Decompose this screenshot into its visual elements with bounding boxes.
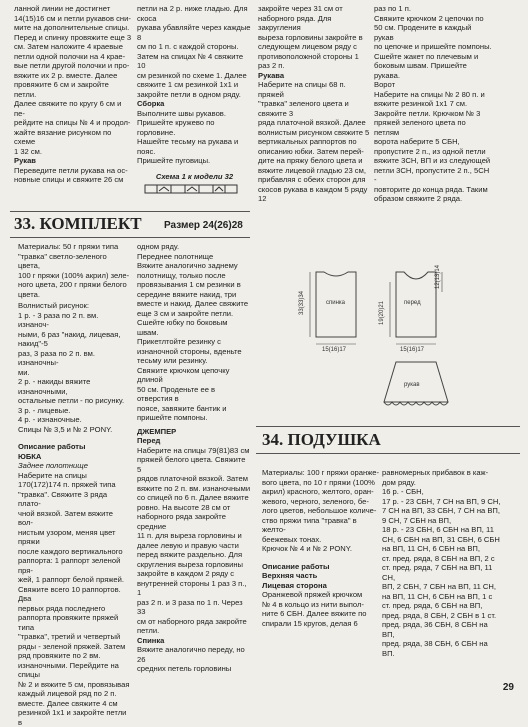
- description-title: Описание работы: [18, 442, 130, 452]
- face-text: Оранжевой пряжей крючком № 4 в кольцо из нити выпол- ните 6 СБН. Далее вяжите по спирали 15 кругов, делая 6: [262, 590, 380, 628]
- text-block: Наберите на спицы 68 п. пряжей "травка" зеленого цвета и свяжите 3 ряда платочной вязкой. Далее волнистым рисунком свяжите 5 вертикальных раппортов по описанию юбки. Затем перей- дите на пряжу белого цвета и вяжите лицевой гладью 23 см, прибавляя с обеих сторон для скосов рукава в каждом 5 ряду 12: [258, 80, 370, 204]
- podushka-title: 34. ПОДУШКА: [262, 430, 381, 450]
- komplekt-title: 33. КОМПЛЕКТ: [14, 214, 142, 234]
- description-title: Описание работы: [262, 562, 380, 572]
- divider: [10, 211, 250, 212]
- page-number: 29: [503, 682, 514, 693]
- divider: [10, 237, 250, 238]
- face-side-heading: Лицевая сторона: [262, 581, 380, 591]
- skirt-text: Наберите на спицы 170(172)174 п. пряжей типа "травка". Свяжите 3 ряда плато- чной вязкой. Затем вяжите вол- нистым узором, меняя цвет пряжи после каждого вертикального раппорта: 1 раппорт зеленой пря- жей, 1 раппорт белой пряжей. Свяжите всего 10 раппортов. Два первых ряда последнего раппорта провяжите пряжей типа "травка", третий и четвертый ряды - зеленой пряжей. Затем ряд провяжите по 2 вм. изнаночными. Перейдите на спицы № 2 и вяжите 5 см, провязывая каждый лицевой ряд по 2 п. вместе. Далее свяжите 4 см резинкой 1х1 и закройте петли в: [18, 471, 130, 727]
- dimension-width-back: 15(16)17: [322, 347, 346, 353]
- text-block: закройте через 31 см от наборного ряда. Для закругления выреза горловины закройте в следующем лицевом ряду с противоположной стороны 1 раз 2 п.: [258, 4, 370, 71]
- dimension-armhole: 12(13)14: [435, 265, 441, 289]
- knitting-schema: [137, 183, 247, 195]
- back-panel-heading: Заднее полотнище: [18, 461, 130, 471]
- skirt-heading: ЮБКА: [18, 452, 130, 462]
- front-text: Наберите на спицы 79(81)83 см пряжей белого цвета. Свяжите 5 рядов платочной вязкой. Затем вяжите по 2 п. вм. изнаночными со спицей по 6 п. Далее вяжите ровно. На высоте 28 см от наборного ряда закройте средние 11 п. для выреза горловины и далее левую и правую части перед вяжите раздельно. Для скругления выреза горловины закройте в каждом 2 ряду с внутренней стороны 1 раз 3 п., 1 раз 2 п. и 3 раза по 1 п. Через 33 см от наборного ряда закройте петли.: [137, 446, 251, 636]
- divider: [256, 426, 520, 427]
- schematic-label-spinka: спинка: [326, 300, 345, 306]
- top-col-3: [258, 4, 370, 204]
- rows-text: равномерных прибавок в каж- дом ряду. 16 р. - СБН, 17 р. - 23 СБН, 7 СН на ВП, 9 СН, 7 СН на ВП, 33 СБН, 7 СН на ВП, 9 СН, 7 СБН на ВП, 18 р. - 23 СБН, 6 СБН на ВП, 11 СН, 6 СБН на ВП, 31 СБН, 6 СБН на ВП, 11 СН, 6 СБН на ВП, ст. пред. ряда, 8 СБН на ВП, 2 с ст. пред. ряда, 7 СБН на ВП, 11 СН, ВП, 2 СБН, 7 СБН на ВП, 11 СН, на ВП, 11 СН, 6 СБН на ВП, 1 с ст. пред. ряда, 6 СБН на ВП, пред. ряда, 8 СБН, 2 СБН в 1 ст. пред. ряда, 36 СБН, 8 СБН на ВП, пред. ряда, 38 СБН, 6 СБН на ВП.: [382, 468, 502, 658]
- text-block: Выполните швы рукавов. Пришейте кружево по горловине. Нашейте тесьму на рукава и пояс. Пришейте пуговицы.: [137, 109, 252, 166]
- subheading: Рукав: [14, 156, 132, 166]
- podushka-col-2: [382, 468, 502, 658]
- wave-pattern-text: Волнистый рисунок: 1 р. - 3 раза по 2 п. вм. изнаноч- ными, 6 раз "накид, лицевая, накид"-5 раз, 3 раза по 2 п. вм. изнаночны- ми. 2 р. - накиды вяжите изнаночными, остальные петли - по рисунку. 3 р. - лицевые. 4 р. - изнаночные. Спицы № 3,5 и № 2 PONY.: [18, 301, 130, 434]
- divider: [256, 453, 520, 454]
- subheading: Сборка: [137, 99, 252, 109]
- pattern-schematic: [256, 262, 518, 412]
- dimension-height-back: 33(33)34: [299, 291, 305, 315]
- dimension-width-front: 15(16)17: [400, 347, 424, 353]
- schematic-label-pered: перед: [404, 300, 421, 306]
- text-block: петли на 2 р. ниже гладью. Для скоса рукава убавляйте через каждые 8 см по 1 п. с каждой стороны. Затем на спицах № 4 свяжите 10 см резинкой по схеме 1. Далее свяжите 1 см резинкой 1х1 и закройте петли в одном ряду.: [137, 4, 252, 99]
- komplekt-col-1: [18, 242, 130, 727]
- back-text: Вяжите аналогично переду, но 26 средних петель горловины: [137, 645, 251, 674]
- komplekt-size: Размер 24(26)28: [164, 220, 243, 231]
- subheading: Рукава: [258, 71, 370, 81]
- jumper-heading: ДЖЕМПЕР: [137, 427, 251, 437]
- komplekt-col-2: [137, 242, 251, 674]
- schematic-label-rukav: рукав: [404, 382, 420, 388]
- dimension-height-front: 19(20)21: [379, 301, 385, 325]
- front-panel-text: одном ряду. Переднее полотнище Вяжите аналогично заднему полотнищу, только после провязывания 1 см резинки в середине вяжите накид, три вместе и накид. Далее свяжите еще 3 см и закройте петли. Сшейте юбку по боковым швам. Прикетлтойте резинку с изнаночной стороны, вденьте тесьму или резинку. Свяжите крючком цепочку длиной 50 см. Проденьте ее в отверстия в поясе, завяжите бантик и пришейте помпоны.: [137, 242, 251, 423]
- text-block: Переведите петли рукава на ос- новные спицы и свяжите 26 см: [14, 166, 132, 185]
- back-heading: Спинка: [137, 636, 251, 646]
- materials-text: Материалы: 50 г пряжи типа "травка" светло-зеленого цвета, 100 г пряжи (100% акрил) зеле- ного цвета, 200 г пряжи белого цвета.: [18, 242, 130, 299]
- top-col-4: [374, 4, 492, 204]
- podushka-col-1: [262, 468, 380, 628]
- text-block: раз по 1 п. Свяжите крючком 2 цепочки по 50 см. Продените в каждый рукав по цепочке и пришейте помпоны. Сшейте жакет по плечевым и боковым швам. Пришейте рукава. Ворот Наберите на спицы № 2 80 п. и вяжите резинкой 1х1 7 см. Закройте петли. Крючком № 3 пряжей зеленого цвета по петлям ворота наберите 5 СБН, пропустите 2 п., из одной петли вяжите 3СН, ВП и из следующей петли 3СН, пропустите 2 п., 5СН - повторите до конца ряда. Таким образом свяжите 2 ряда.: [374, 4, 492, 204]
- top-col-1: [14, 4, 132, 185]
- schema-caption: Схема 1 к модели 32: [137, 172, 252, 182]
- front-heading: Перед: [137, 436, 251, 446]
- top-col-2: [137, 4, 252, 195]
- text-block: ланной линии не достигнет 14(15)16 см и петли рукавов сни- мите на дополнительные спицы. Перед и спинку провяжите еще 3 см. Затем наложите 4 краевые петли одной полочки на 4 крае- вые петли другой полочки и про- вяжите их 2 р. вместе. Далее провяжите 6 см и закройте петли. Далее свяжите по кругу 6 см и пе- рейдите на спицы № 4 и продол- жайте вязание рисунком по схеме 1 32 см.: [14, 4, 132, 156]
- upper-part-heading: Верхняя часть: [262, 571, 380, 581]
- materials-text: Материалы: 100 г пряжи оранже- вого цвета, по 10 г пряжи (100% акрил) красного, желтого, оран- жевого, черного, зеленого, бе- лого цветов, небольшое количе- ство пряжи типа "травка" в желто- беежевых тонах. Крючок № 4 и № 2 PONY.: [262, 468, 380, 554]
